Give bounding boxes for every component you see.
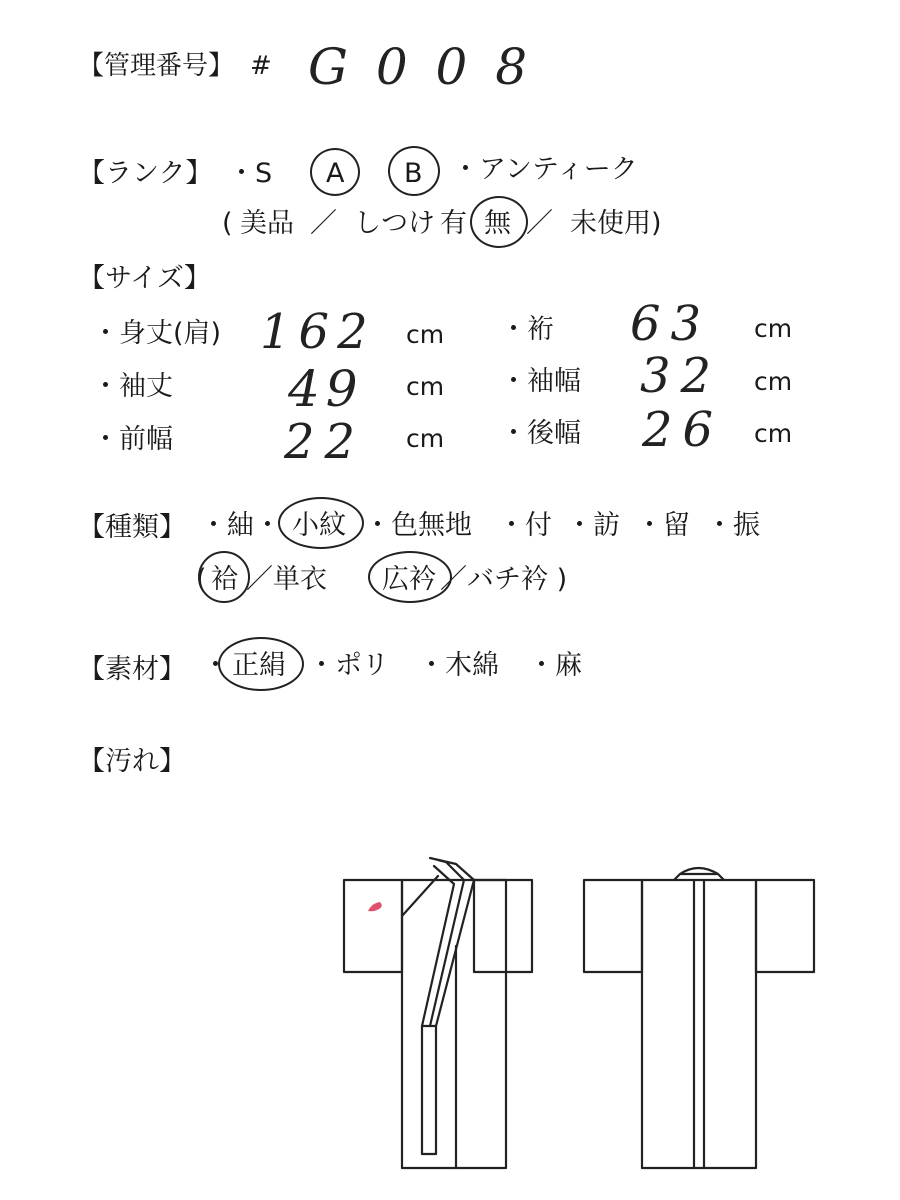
rank-sub-bihin: 美品 bbox=[240, 208, 294, 239]
size-label-maehaba: ・前幅 bbox=[92, 424, 173, 455]
size-value-sodetake: 49 bbox=[288, 360, 364, 418]
size-value-maehaba: 22 bbox=[284, 414, 366, 470]
rank-sub-nashi: 無 bbox=[484, 208, 511, 239]
type-hitoe: ／単衣 bbox=[246, 564, 327, 595]
kimono-back-diagram bbox=[580, 856, 820, 1176]
type-hiroeri: 広衿 bbox=[382, 564, 436, 595]
type-furi: ・振 bbox=[706, 510, 760, 541]
rank-option-a: A bbox=[326, 158, 345, 189]
size-value-yuki: 63 bbox=[630, 296, 712, 352]
kanri-value: G 0 0 8 bbox=[308, 38, 534, 96]
material-momen: ・木綿 bbox=[418, 650, 499, 681]
rank-sub-open: ( bbox=[222, 208, 233, 239]
kanri-hash: # bbox=[250, 51, 272, 81]
size-unit-sodehaba: cm bbox=[754, 367, 793, 396]
type-bachieri: ／バチ衿 ) bbox=[440, 564, 568, 595]
size-label-mitake: ・身丈(肩) bbox=[92, 318, 222, 349]
stain-mark-icon bbox=[366, 900, 386, 914]
size-unit-mitake: cm bbox=[406, 320, 445, 349]
type-paren-open: ( bbox=[196, 564, 207, 595]
rank-option-b: B bbox=[404, 158, 423, 189]
rank-sub-shitsuke: しつけ bbox=[354, 208, 435, 239]
size-unit-ushirohaba: cm bbox=[754, 419, 793, 448]
type-dot: ・ bbox=[254, 510, 281, 541]
size-unit-sodetake: cm bbox=[406, 372, 445, 401]
material-asa: ・麻 bbox=[528, 650, 582, 681]
size-label-yuki: ・裄 bbox=[500, 314, 554, 345]
type-komon: 小紋 bbox=[292, 510, 346, 541]
size-label-ushirohaba: ・後幅 bbox=[500, 418, 581, 449]
material-label: 【素材】 bbox=[78, 654, 186, 685]
rank-sub-slash2: ／ bbox=[526, 208, 553, 239]
rank-sub-ari: 有 bbox=[440, 208, 467, 239]
size-unit-yuki: cm bbox=[754, 314, 793, 343]
type-tome: ・留 bbox=[636, 510, 690, 541]
rank-option-antique: ・アンティーク bbox=[452, 154, 638, 185]
kanri-label: 【管理番号】 bbox=[78, 51, 235, 81]
type-iromuji: ・色無地 bbox=[364, 510, 472, 541]
material-shouken: 正絹 bbox=[232, 650, 286, 681]
type-tsumugi: ・紬 bbox=[200, 510, 254, 541]
size-label-sodehaba: ・袖幅 bbox=[500, 366, 581, 397]
size-label: 【サイズ】 bbox=[78, 263, 211, 294]
stain-label: 【汚れ】 bbox=[78, 746, 186, 777]
rank-sub-slash1: ／ bbox=[310, 208, 337, 239]
type-label: 【種類】 bbox=[78, 512, 186, 543]
rank-sub-mishiyou: 未使用) bbox=[570, 208, 662, 239]
size-value-sodehaba: 32 bbox=[640, 348, 722, 404]
rank-option-s: ・S bbox=[228, 158, 273, 189]
size-value-ushirohaba: 26 bbox=[642, 402, 724, 458]
rank-label: 【ランク】 bbox=[78, 158, 213, 189]
size-label-sodetake: ・袖丈 bbox=[92, 371, 173, 402]
size-value-mitake: 162 bbox=[260, 304, 376, 360]
type-tsuke: ・付 bbox=[498, 510, 552, 541]
size-unit-maehaba: cm bbox=[406, 424, 445, 453]
type-awase: 袷 bbox=[211, 564, 238, 595]
type-hou: ・訪 bbox=[566, 510, 620, 541]
material-poli: ・ポリ bbox=[308, 650, 389, 681]
material-dot: ・ bbox=[202, 650, 229, 681]
